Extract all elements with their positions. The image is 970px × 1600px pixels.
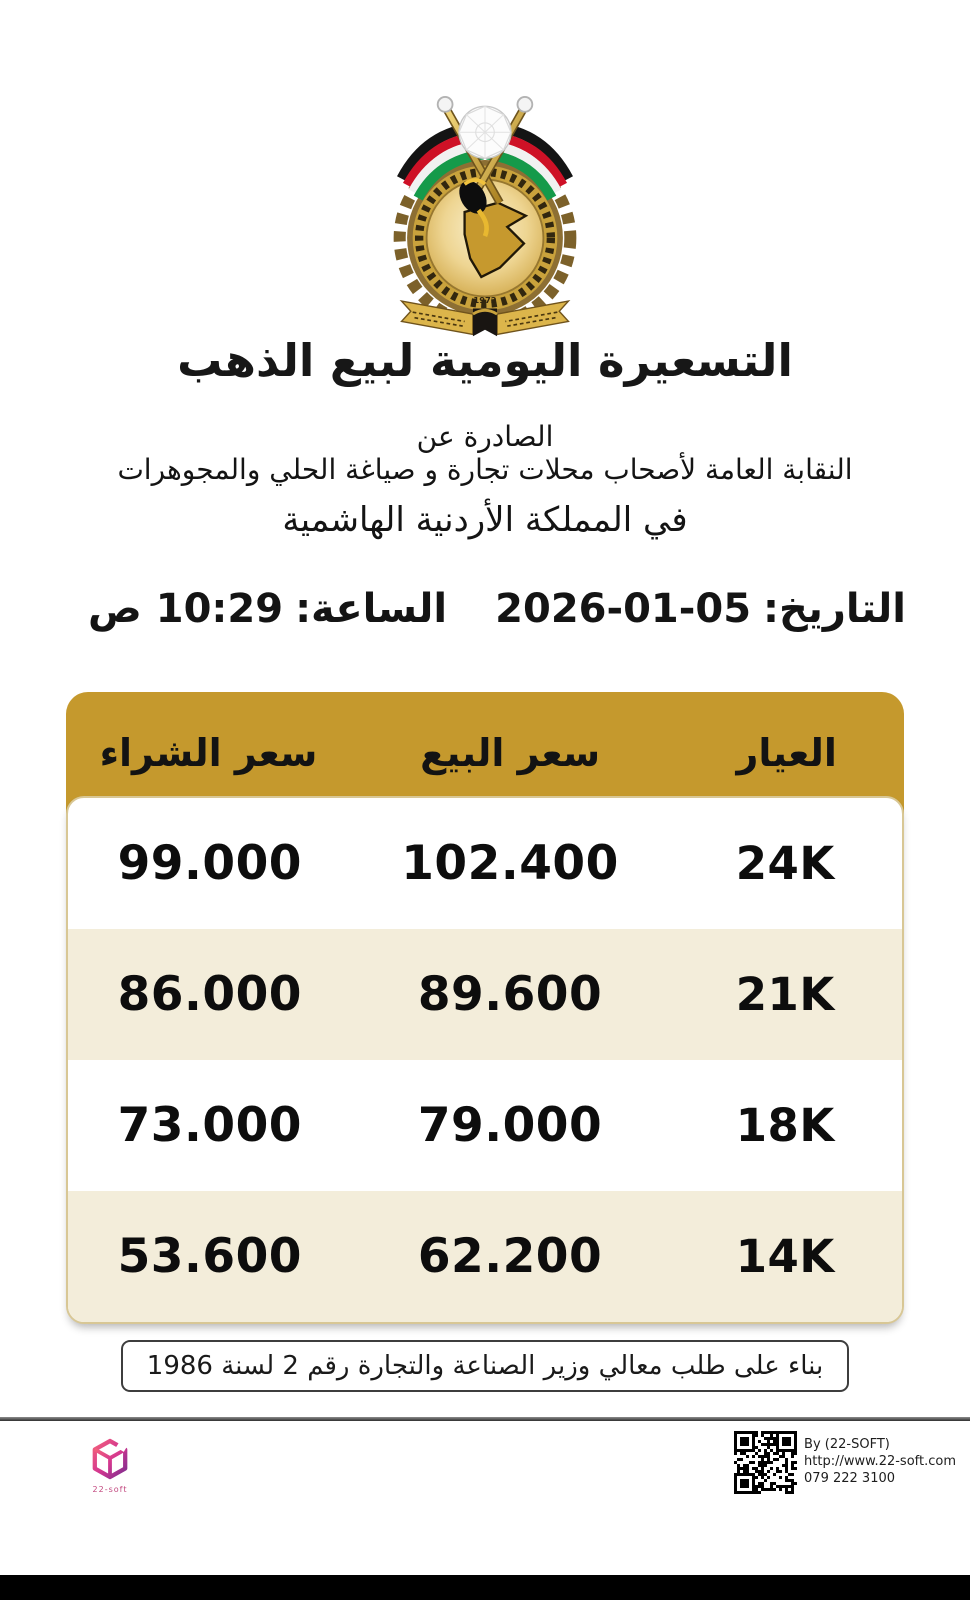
karat-cell: 24K xyxy=(735,837,835,890)
col-header-karat: العيار xyxy=(736,731,837,775)
vendor-logo-caption: 22-soft xyxy=(92,1485,128,1494)
date-value: 05-01-2026 xyxy=(495,586,752,632)
issued-by-line: الصادرة عن xyxy=(416,420,554,453)
time-field xyxy=(88,586,447,632)
emblem-graphic xyxy=(381,84,589,340)
emblem-year: 1972 xyxy=(473,294,497,305)
footer-separator xyxy=(0,1417,970,1421)
karat-cell: 18K xyxy=(735,1099,835,1152)
buy-price-cell: 86.000 xyxy=(117,967,302,1022)
legal-note: بناء على طلب معالي وزير الصناعة والتجارة رقم 2 لسنة 1986 xyxy=(121,1340,849,1392)
table-row xyxy=(68,1191,902,1322)
bottom-bar xyxy=(0,1575,970,1600)
sell-price-cell: 102.400 xyxy=(401,836,619,891)
date-field xyxy=(495,586,906,632)
buy-price-cell: 73.000 xyxy=(117,1098,302,1153)
karat-cell: 21K xyxy=(735,968,835,1021)
cube-logo-icon xyxy=(91,1438,129,1480)
table-body xyxy=(66,796,904,1324)
date-label: التاريخ: xyxy=(763,586,906,632)
vendor-url: http://www.22-soft.com xyxy=(804,1454,956,1469)
datetime-line xyxy=(88,586,906,632)
buy-price-cell: 99.000 xyxy=(117,836,302,891)
karat-cell: 14K xyxy=(735,1230,835,1283)
vendor-credit-lines xyxy=(804,1431,956,1487)
col-header-buy: سعر الشراء xyxy=(99,731,318,775)
page-title: التسعيرة اليومية لبيع الذهب xyxy=(177,334,793,387)
time-label: الساعة: xyxy=(295,586,448,632)
sell-price-cell: 89.600 xyxy=(417,967,603,1022)
time-value: 10:29 ص xyxy=(88,586,284,632)
qr-code-icon xyxy=(734,1431,797,1494)
price-table xyxy=(66,692,904,1324)
legal-note-wrap xyxy=(0,1340,970,1392)
table-row xyxy=(68,1060,902,1191)
col-header-sell: سعر البيع xyxy=(420,731,601,775)
vendor-by: By (22-SOFT) xyxy=(804,1437,890,1452)
syndicate-emblem xyxy=(0,84,970,340)
sell-price-cell: 79.000 xyxy=(417,1098,603,1153)
buy-price-cell: 53.600 xyxy=(117,1229,302,1284)
table-row xyxy=(68,929,902,1060)
country-line: في المملكة الأردنية الهاشمية xyxy=(282,500,688,540)
vendor-logo xyxy=(86,1438,134,1494)
vendor-credit xyxy=(734,1431,956,1494)
table-row xyxy=(68,798,902,929)
vendor-phone: 079 222 3100 xyxy=(804,1471,896,1486)
sell-price-cell: 62.200 xyxy=(417,1229,603,1284)
issuer-line: النقابة العامة لأصحاب محلات تجارة و صياغة الحلي والمجوهرات xyxy=(117,453,853,486)
diamond-icon xyxy=(459,106,511,158)
